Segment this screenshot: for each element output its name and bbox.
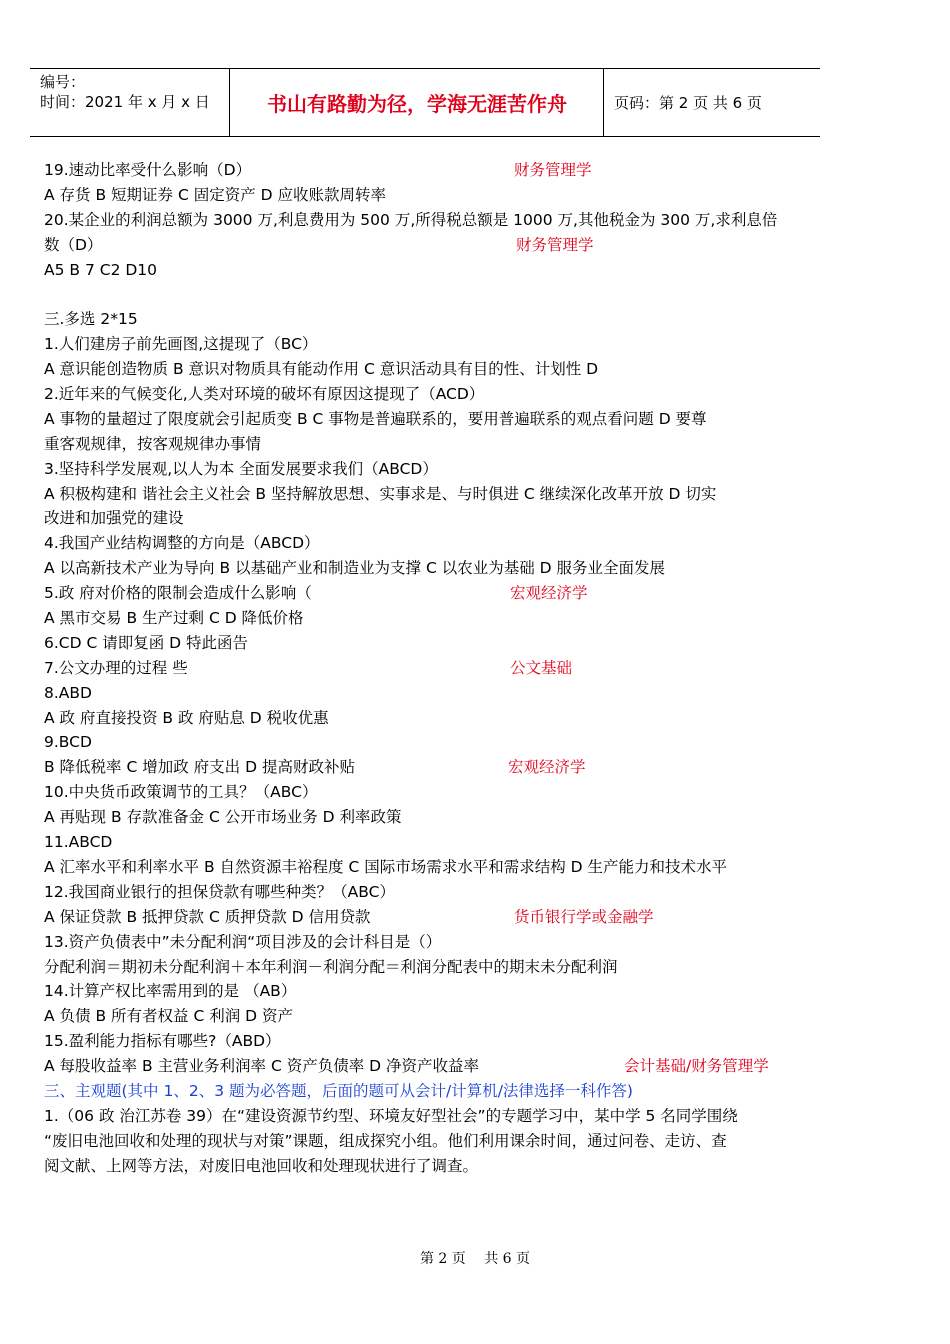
text-line bbox=[44, 855, 824, 880]
line-text: A 每股收益率 B 主营业务利润率 C 资产负债率 D 净资产收益率 bbox=[44, 1057, 479, 1076]
text-line bbox=[44, 955, 824, 980]
subject-tag: 会计基础/财务管理学 bbox=[624, 1057, 769, 1076]
text-line bbox=[44, 282, 824, 307]
subject-tag: 公文基础 bbox=[510, 658, 573, 677]
line-text: 11.ABCD bbox=[44, 833, 113, 852]
text-line bbox=[44, 258, 824, 283]
text-line bbox=[44, 930, 824, 955]
header-page-info: 页码：第 2 页 共 6 页 bbox=[614, 94, 762, 112]
line-text: 3.坚持科学发展观,以人为本 全面发展要求我们（ABCD） bbox=[44, 459, 438, 478]
line-text: 改进和加强党的建设 bbox=[44, 509, 184, 528]
line-text: 三、主观题(其中 1、2、3 题为必答题，后面的题可从会计/计算机/法律选择一科作答) bbox=[44, 1081, 633, 1100]
line-text: 12.我国商业银行的担保贷款有哪些种类？（ABC） bbox=[44, 882, 395, 901]
text-line bbox=[44, 506, 824, 531]
line-text: A 存货 B 短期证券 C 固定资产 D 应收账款周转率 bbox=[44, 185, 386, 204]
text-line bbox=[44, 730, 824, 755]
text-line bbox=[44, 307, 824, 332]
line-text: 14.计算产权比率需用到的是 （AB） bbox=[44, 982, 297, 1001]
line-text: 5.政 府对价格的限制会造成什么影响（ bbox=[44, 584, 312, 603]
text-line bbox=[44, 556, 824, 581]
text-line bbox=[44, 158, 824, 183]
line-text: 1.人们建房子前先画图,这提现了（BC） bbox=[44, 335, 318, 354]
text-line bbox=[44, 755, 824, 780]
line-text: A 以高新技术产业为导向 B 以基础产业和制造业为支撑 C 以农业为基础 D 服务业全面发展 bbox=[44, 559, 665, 578]
text-line bbox=[44, 1154, 824, 1179]
header-left-cell bbox=[30, 69, 230, 136]
text-line bbox=[44, 581, 824, 606]
header-motto: 书山有路勤为径，学海无涯苦作舟 bbox=[231, 69, 604, 136]
line-text: 19.速动比率受什么影响（D） bbox=[44, 161, 252, 179]
subject-tag: 财务管理学 bbox=[514, 161, 592, 179]
text-line bbox=[44, 706, 824, 731]
date-label: 时间：2021 年 x 月 x 日 bbox=[40, 93, 210, 111]
line-text: “废旧电池回收和处理的现状与对策”课题，组成探究小组。他们利用课余时间，通过问卷、走访、查 bbox=[44, 1131, 727, 1150]
line-text: 4.我国产业结构调整的方向是（ABCD） bbox=[44, 534, 320, 553]
text-line bbox=[44, 531, 824, 556]
line-text: 分配利润＝期初未分配利润＋本年利润－利润分配＝利润分配表中的期末未分配利润 bbox=[44, 957, 618, 976]
text-line bbox=[44, 805, 824, 830]
text-line bbox=[44, 208, 824, 233]
line-text: A 黑市交易 B 生产过剩 C D 降低价格 bbox=[44, 609, 304, 628]
serial-label: 编号： bbox=[40, 73, 86, 91]
line-text: 9.BCD bbox=[44, 733, 92, 752]
text-line bbox=[44, 432, 824, 457]
text-line bbox=[44, 681, 824, 706]
line-text: 20.某企业的利润总额为 3000 万,利息费用为 500 万,所得税总额是 1000 万,其他税金为 300 万,求利息倍 bbox=[44, 210, 778, 229]
footer-total-pages: 共 6 页 bbox=[484, 1251, 531, 1267]
subject-tag: 宏观经济学 bbox=[508, 758, 586, 777]
text-line bbox=[44, 407, 824, 432]
text-line bbox=[44, 233, 824, 258]
subject-tag: 宏观经济学 bbox=[510, 584, 588, 603]
line-text: A 再贴现 B 存款准备金 C 公开市场业务 D 利率政策 bbox=[44, 808, 402, 827]
text-line bbox=[44, 780, 824, 805]
text-line bbox=[44, 332, 824, 357]
text-line bbox=[44, 631, 824, 656]
text-line bbox=[44, 1054, 824, 1079]
line-text: A 事物的量超过了限度就会引起质变 B C 事物是普遍联系的，要用普遍联系的观点看问题 D 要尊 bbox=[44, 409, 707, 428]
page-footer bbox=[0, 1248, 950, 1268]
text-line bbox=[44, 880, 824, 905]
text-line bbox=[44, 979, 824, 1004]
text-line bbox=[44, 457, 824, 482]
line-text: 1.（06 政 治江苏卷 39）在“建设资源节约型、环境友好型社会”的专题学习中，某中学 5 名同学围绕 bbox=[44, 1106, 738, 1125]
line-text: B 降低税率 C 增加政 府支出 D 提高财政补贴 bbox=[44, 758, 355, 777]
text-line bbox=[44, 482, 824, 507]
line-text: 重客观规律，按客观规律办事情 bbox=[44, 434, 262, 453]
line-text: 15.盈利能力指标有哪些?（ABD） bbox=[44, 1032, 281, 1051]
line-text: 13.资产负债表中”未分配利润“项目涉及的会计科目是（） bbox=[44, 932, 442, 951]
text-line bbox=[44, 357, 824, 382]
text-line bbox=[44, 656, 824, 681]
subject-tag: 财务管理学 bbox=[516, 235, 594, 254]
text-line bbox=[44, 830, 824, 855]
text-line bbox=[44, 183, 824, 208]
line-text: A5 B 7 C2 D10 bbox=[44, 260, 158, 279]
page-header bbox=[30, 68, 820, 137]
line-text: 三.多选 2*15 bbox=[44, 310, 138, 329]
line-text: 2.近年来的气候变化,人类对环境的破坏有原因这提现了（ACD） bbox=[44, 385, 485, 404]
line-text: 10.中央货币政策调节的工具？（ABC） bbox=[44, 783, 318, 802]
subject-tag: 货币银行学或金融学 bbox=[514, 907, 654, 926]
document-body bbox=[44, 158, 824, 1179]
text-line bbox=[44, 1004, 824, 1029]
text-line bbox=[44, 1104, 824, 1129]
text-line bbox=[44, 382, 824, 407]
text-line bbox=[44, 905, 824, 930]
line-text: 阅文献、上网等方法，对废旧电池回收和处理现状进行了调查。 bbox=[44, 1156, 479, 1175]
line-text: A 保证贷款 B 抵押贷款 C 质押贷款 D 信用贷款 bbox=[44, 907, 371, 926]
line-text: A 意识能创造物质 B 意识对物质具有能动作用 C 意识活动具有目的性、计划性 D bbox=[44, 360, 599, 379]
text-line bbox=[44, 1029, 824, 1054]
line-text: 7.公文办理的过程 些 bbox=[44, 658, 188, 677]
line-text: A 负债 B 所有者权益 C 利润 D 资产 bbox=[44, 1007, 293, 1026]
text-line bbox=[44, 606, 824, 631]
footer-page-number: 第 2 页 bbox=[419, 1251, 466, 1267]
text-line bbox=[44, 1079, 824, 1104]
line-text: A 汇率水平和利率水平 B 自然资源丰裕程度 C 国际市场需求水平和需求结构 D 生产能力和技术水平 bbox=[44, 857, 727, 876]
line-text: 6.CD C 请即复函 D 特此函告 bbox=[44, 633, 249, 652]
line-text: A 积极构建和 谐社会主义社会 B 坚持解放思想、实事求是、与时俱进 C 继续深化改革开放 D 切实 bbox=[44, 484, 717, 503]
text-line bbox=[44, 1129, 824, 1154]
line-text: 8.ABD bbox=[44, 683, 92, 702]
line-text: 数（D） bbox=[44, 235, 103, 254]
line-text: A 政 府直接投资 B 政 府贴息 D 税收优惠 bbox=[44, 708, 329, 727]
